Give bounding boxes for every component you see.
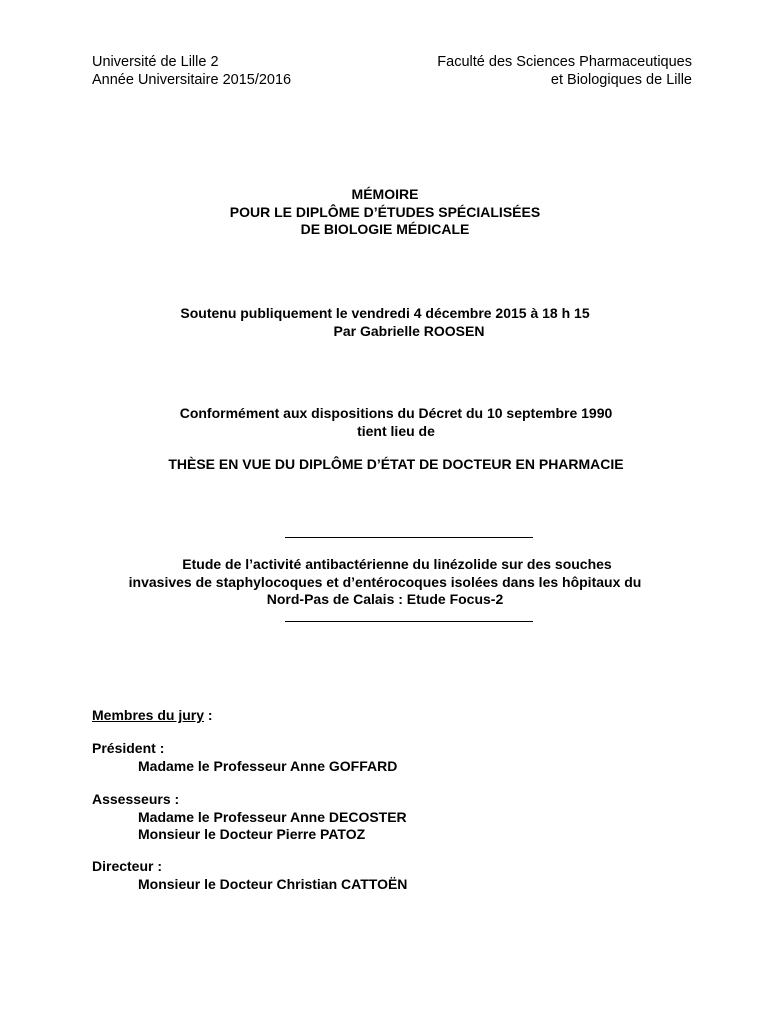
- defense-author: Par Gabrielle ROOSEN: [333, 322, 485, 339]
- president-name: Madame le Professeur Anne GOFFARD: [138, 757, 398, 774]
- memoir-title: [0, 186, 770, 239]
- director-name: Monsieur le Docteur Christian CATTOËN: [138, 875, 408, 892]
- study-line-1: Etude de l’activité antibactérienne du linézolide sur des souches: [182, 556, 612, 572]
- jury-director-section: [92, 858, 407, 893]
- defense-info: [0, 305, 770, 340]
- divider-top: [285, 537, 533, 538]
- title-line-3: DE BIOLOGIE MÉDICALE: [300, 221, 470, 237]
- jury-heading: [92, 707, 213, 725]
- faculty-line-1: Faculté des Sciences Pharmaceutiques: [437, 54, 692, 70]
- decree-line-2: tient lieu de: [357, 422, 435, 439]
- divider-bottom: [285, 621, 533, 622]
- defense-date: Soutenu publiquement le vendredi 4 décembre 2015 à 18 h 15: [180, 305, 590, 321]
- header-left: [92, 53, 291, 89]
- director-label: Directeur :: [92, 858, 163, 874]
- university-name: Université de Lille 2: [92, 54, 219, 70]
- study-title: [0, 556, 770, 609]
- assessor-name-1: Madame le Professeur Anne DECOSTER: [138, 808, 407, 825]
- title-line-2: POUR LE DIPLÔME D’ÉTUDES SPÉCIALISÉES: [229, 203, 541, 220]
- decree-line-1: Conformément aux dispositions du Décret du 10 septembre 1990: [179, 405, 613, 421]
- jury-label: Membres du jury: [92, 707, 205, 723]
- study-line-3: Nord-Pas de Calais : Etude Focus-2: [266, 591, 504, 607]
- study-line-2: invasives de staphylocoques et d’entérocoques isolées dans les hôpitaux du: [128, 573, 642, 590]
- thesis-title: THÈSE EN VUE DU DIPLÔME D’ÉTAT DE DOCTEUR EN PHARMACIE: [168, 456, 624, 472]
- jury-president-section: [92, 740, 397, 775]
- decree-info: [0, 405, 770, 440]
- assessors-label: Assesseurs :: [92, 791, 180, 807]
- assessor-name-2: Monsieur le Docteur Pierre PATOZ: [138, 826, 366, 842]
- title-line-1: MÉMOIRE: [351, 186, 419, 202]
- president-label: Président :: [92, 740, 165, 756]
- jury-label-colon: :: [204, 707, 213, 723]
- faculty-line-2: et Biologiques de Lille: [550, 72, 692, 88]
- jury-assessors-section: [92, 791, 407, 844]
- header-right: [437, 53, 692, 89]
- academic-year: Année Universitaire 2015/2016: [92, 72, 292, 88]
